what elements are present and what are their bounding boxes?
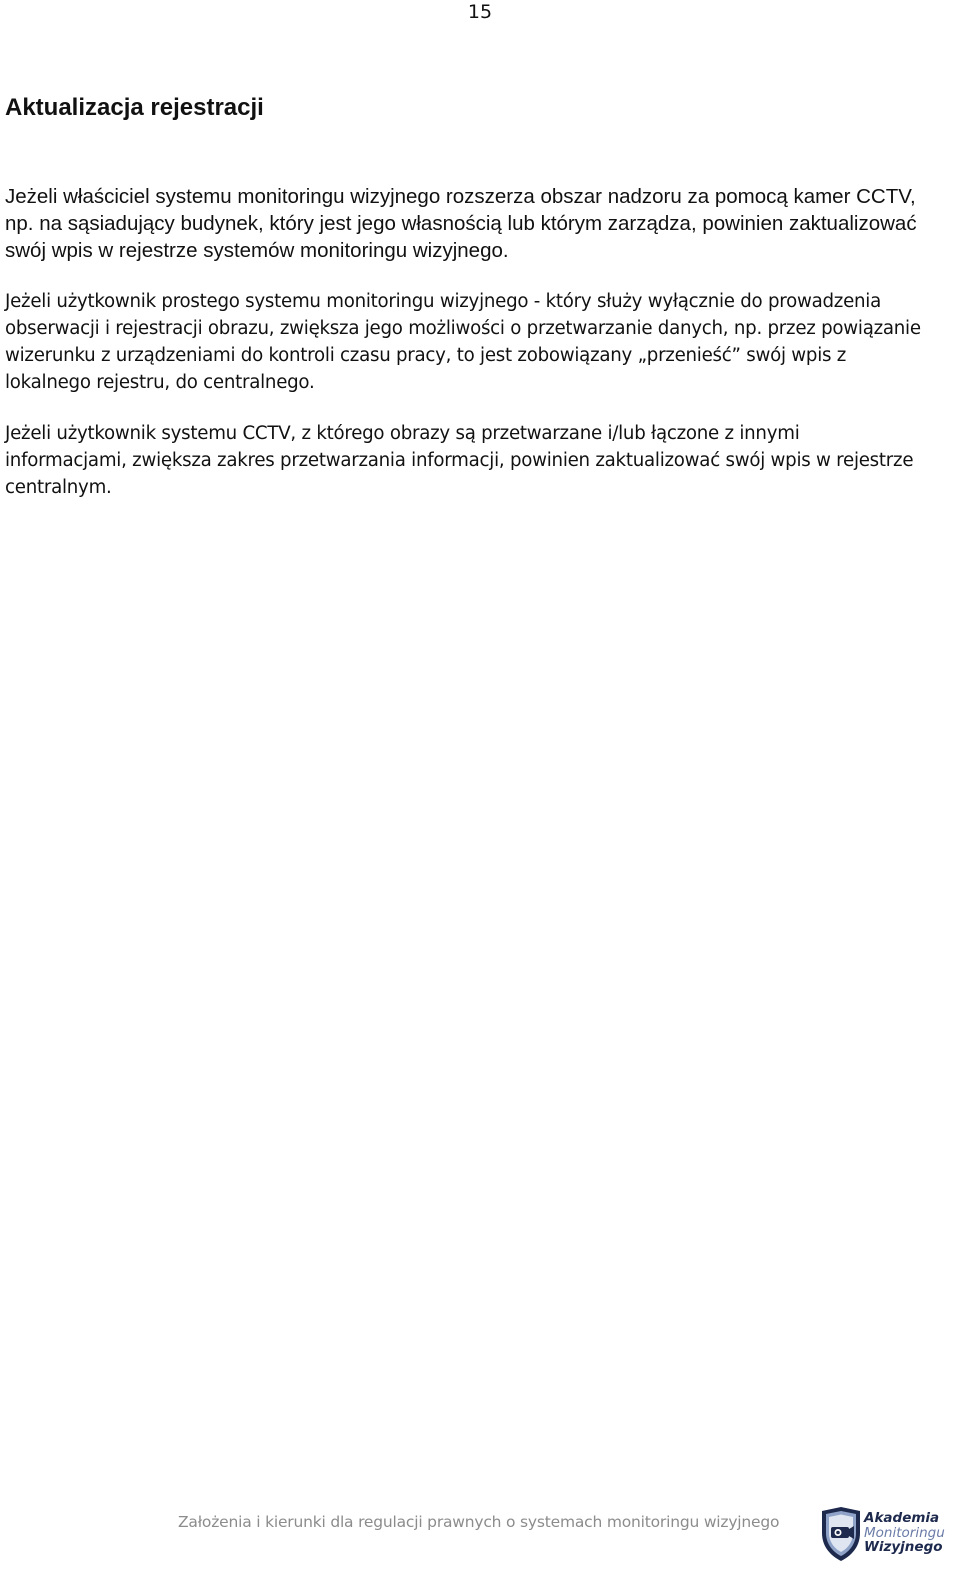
logo-line-2: Monitoringu [864, 1524, 945, 1541]
paragraph-extension-of-surveillance: Jeżeli właściciel systemu monitoringu wizyjnego rozszerza obszar nadzoru za pomocą kamer CCTV, np. na sąsiadujący budynek, który jest jego własnością lub którym zarządza, powinien zaktualizować swój wpis w rejestrze systemów monitoringu wizyjnego. [5, 185, 917, 262]
footer-text: Założenia i kierunki dla regulacji prawnych o systemach monitoringu wizyjnego [178, 1513, 780, 1531]
akademia-logo [818, 1503, 950, 1563]
logo-wordmark [864, 1511, 945, 1555]
logo-line-3: Wizyjnego [864, 1539, 943, 1555]
section-heading: Aktualizacja rejestracji [5, 94, 264, 121]
shield-camera-icon [818, 1505, 864, 1563]
page-number: 15 [467, 1, 493, 23]
paragraph-simple-system-upgrade: Jeżeli użytkownik prostego systemu monitoringu wizyjnego - który służy wyłącznie do prowadzenia obserwacji i rejestracji obrazu, zwiększa jego możliwości o przetwarzanie danych, np. przez powiązanie wizerunku z urządzeniami do kontroli czasu pracy, to jest zobowiązany „przenieść” swój wpis z lokalnego rejestru, do centralnego. [5, 291, 921, 393]
paragraph-cctv-scope-increase: Jeżeli użytkownik systemu CCTV, z którego obrazy są przetwarzane i/lub łączone z innymi informacjami, zwiększa zakres przetwarzania informacji, powinien zaktualizować swój wpis w rejestrze centralnym. [5, 423, 914, 498]
logo-line-1: Akademia [864, 1510, 940, 1526]
